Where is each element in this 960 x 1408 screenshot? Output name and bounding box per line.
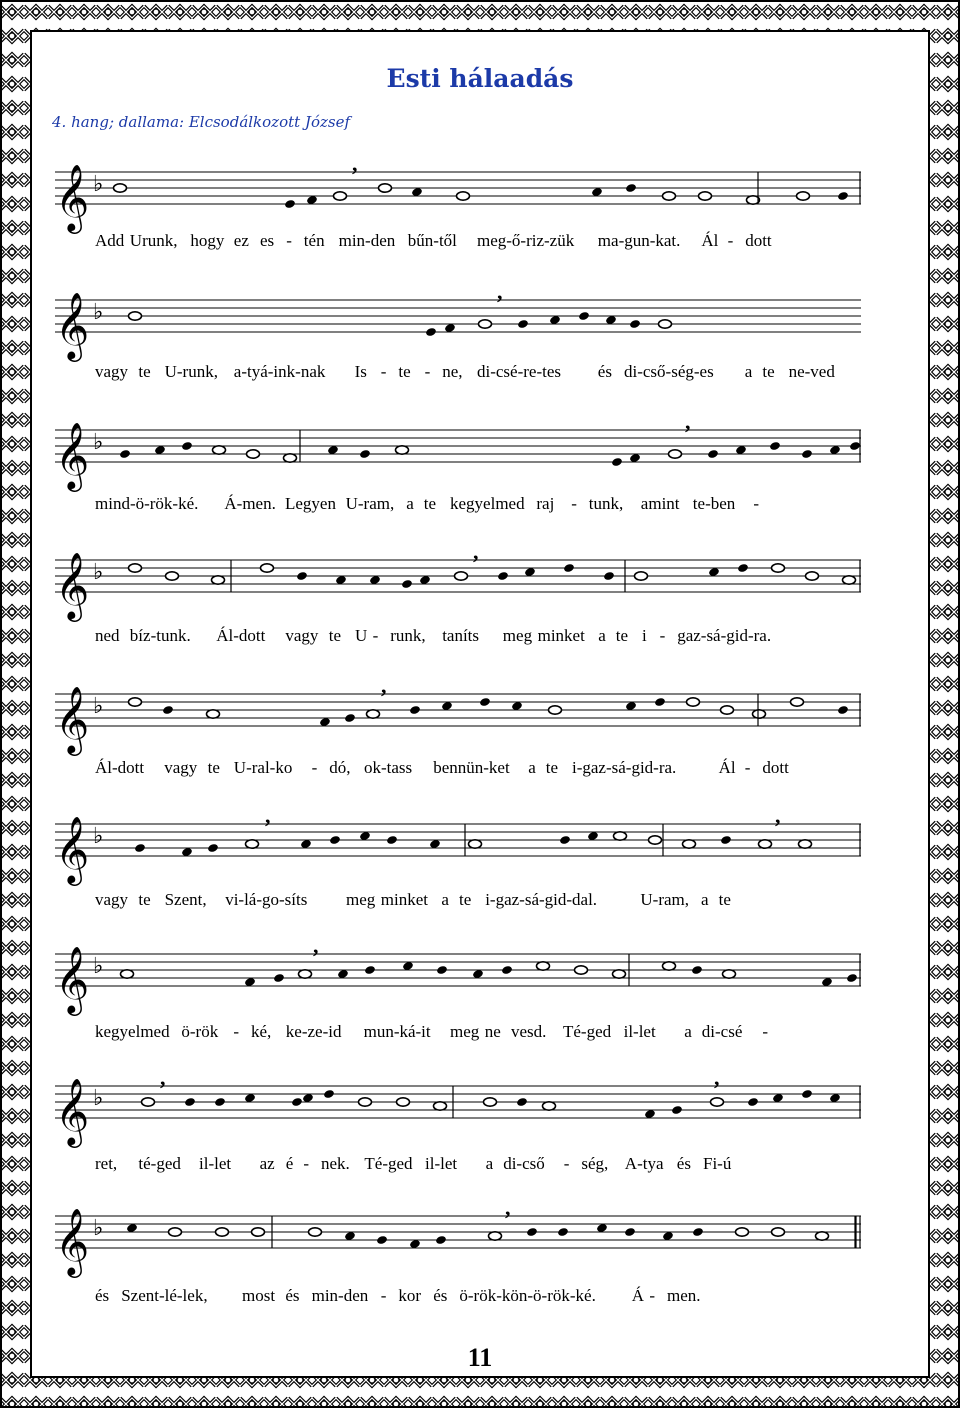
note-head (720, 835, 732, 845)
note-head (526, 1227, 538, 1237)
note-head (791, 698, 804, 706)
note-head (501, 965, 513, 975)
lyric-syllable: - (311, 758, 318, 777)
lyric-syllable: a (598, 626, 606, 645)
lyric-syllable: ez (233, 231, 249, 250)
lyric-syllable: - (753, 494, 760, 513)
lyric-syllable: a (406, 494, 414, 513)
lyric-syllable: vi-lá-go-síts (225, 890, 308, 909)
note-head (549, 706, 562, 714)
lyric-syllable: vagy (164, 758, 198, 777)
note-head (479, 320, 492, 328)
note-head (284, 199, 296, 209)
note-head (654, 697, 666, 707)
lyric-syllable: Ál-dott (216, 626, 266, 645)
key-signature-flat-icon: ♭ (93, 560, 104, 585)
note-head (299, 970, 312, 978)
note-head (364, 965, 376, 975)
treble-clef-icon: 𝄞 (55, 551, 90, 619)
note-head (469, 840, 482, 848)
lyric-syllable: Is (354, 362, 367, 381)
note-head (543, 1102, 556, 1110)
lyric-syllable: te (138, 890, 151, 909)
note-head (114, 184, 127, 192)
breath-mark-icon: , (505, 1204, 511, 1220)
note-head (401, 579, 413, 589)
note-head (557, 1227, 569, 1237)
lyric-syllable: bennün-ket (433, 758, 510, 777)
lyric-syllable: Ál (701, 231, 719, 250)
key-signature-flat-icon: ♭ (93, 694, 104, 719)
note-head (121, 970, 134, 978)
note-head (753, 710, 766, 718)
note-head (434, 1102, 447, 1110)
lyric-syllable: és (433, 1286, 448, 1305)
lyrics-line (55, 1154, 865, 1176)
lyric-syllable: a (485, 1154, 494, 1173)
note-head (247, 450, 260, 458)
note-head (559, 835, 571, 845)
note-head (484, 1098, 497, 1106)
lyric-syllable: meg (346, 890, 376, 909)
note-head (329, 835, 341, 845)
note-head (669, 450, 682, 458)
lyrics-line (55, 1022, 865, 1044)
lyrics-line (55, 494, 865, 516)
lyric-syllable: U-ram, (640, 890, 690, 909)
lyric-syllable: az (259, 1154, 275, 1173)
note-head (687, 698, 700, 706)
note-head (799, 840, 812, 848)
lyric-syllable: é (285, 1154, 294, 1173)
lyric-syllable: - (563, 1154, 570, 1173)
breath-mark-icon: , (473, 548, 479, 564)
note-head (397, 1098, 410, 1106)
lyric-syllable: min-den (338, 231, 396, 250)
note-head (692, 1227, 704, 1237)
note-head (516, 1097, 528, 1107)
note-head (806, 572, 819, 580)
key-signature-flat-icon: ♭ (93, 824, 104, 849)
note-head (309, 1228, 322, 1236)
music-system-6 (55, 812, 865, 912)
lyric-syllable: il-let (199, 1154, 232, 1173)
note-head (396, 446, 409, 454)
note-head (435, 1235, 447, 1245)
note-head (671, 1105, 683, 1115)
note-head (846, 973, 858, 983)
note-head (613, 970, 626, 978)
lyric-syllable: a (744, 362, 753, 381)
lyric-syllable: dott (762, 758, 789, 777)
note-head (162, 705, 174, 715)
lyric-syllable: U-runk, (164, 362, 218, 381)
treble-clef-icon: 𝄞 (55, 1207, 90, 1275)
lyric-syllable: te (762, 362, 775, 381)
note-head (296, 571, 308, 581)
key-signature-flat-icon: ♭ (93, 430, 104, 455)
note-head (797, 192, 810, 200)
note-head (837, 191, 849, 201)
lyric-syllable: te (718, 890, 731, 909)
lyric-syllable: min-den (311, 1286, 369, 1305)
note-head (772, 564, 785, 572)
note-head (129, 698, 142, 706)
note-head (169, 1228, 182, 1236)
lyric-syllable: és (597, 362, 612, 381)
key-signature-flat-icon: ♭ (93, 1086, 104, 1111)
note-head (816, 1232, 829, 1240)
lyric-syllable: te (398, 362, 411, 381)
note-head (261, 564, 274, 572)
note-head (181, 441, 193, 451)
lyric-syllable: ke-ze-id (285, 1022, 342, 1041)
treble-clef-icon: 𝄞 (55, 945, 90, 1013)
lyric-syllable: és (676, 1154, 691, 1173)
page-title: Esti hálaadás (386, 64, 574, 93)
lyric-syllable: te (545, 758, 559, 777)
lyric-syllable: minket (537, 626, 585, 645)
treble-clef-icon: 𝄞 (55, 291, 90, 359)
lyric-syllable: runk, (390, 626, 426, 645)
lyric-syllable: vagy (95, 362, 129, 381)
lyric-syllable: te-ben (692, 494, 736, 513)
lyric-syllable: tunk, (588, 494, 624, 513)
lyric-syllable: Té-ged (563, 1022, 612, 1041)
note-head (723, 970, 736, 978)
music-system-9 (55, 1204, 865, 1304)
lyric-syllable: a (441, 890, 449, 909)
note-head (425, 327, 437, 337)
lyric-syllable: amint (640, 494, 680, 513)
lyric-syllable: ne (484, 1022, 501, 1041)
lyric-syllable: mun-ká-it (363, 1022, 431, 1041)
note-head (367, 710, 380, 718)
lyric-syllable: te (459, 890, 472, 909)
lyric-syllable: Urunk, (129, 231, 178, 250)
lyric-syllable: i (642, 626, 647, 645)
lyric-syllable: di-cső-ség-es (624, 362, 714, 381)
note-head (736, 1228, 749, 1236)
note-head (759, 840, 772, 848)
lyric-syllable: ö-rök (181, 1022, 219, 1041)
note-head (711, 1098, 724, 1106)
lyric-syllable: di-cső (503, 1154, 545, 1173)
note-head (801, 1089, 813, 1099)
lyric-syllable: - (571, 494, 577, 513)
lyric-syllable: il-let (425, 1154, 458, 1173)
lyric-syllable: nek. (321, 1154, 350, 1173)
lyric-syllable: Fi-ú (703, 1154, 732, 1173)
lyric-syllable: a (684, 1022, 692, 1041)
note-head (216, 1228, 229, 1236)
lyric-syllable: - (372, 626, 379, 645)
music-system-7 (55, 942, 865, 1042)
note-head (129, 312, 142, 320)
lyric-syllable: - (744, 758, 751, 777)
note-head (436, 965, 448, 975)
note-head (184, 1097, 196, 1107)
lyric-syllable: vagy (285, 626, 319, 645)
lyric-syllable: minket (380, 890, 429, 909)
lyric-syllable: dó, (329, 758, 351, 777)
lyric-syllable: U (355, 626, 368, 645)
lyrics-line (55, 890, 865, 912)
note-head (635, 572, 648, 580)
lyric-syllable: Add (95, 231, 125, 250)
lyric-syllable: bűn-től (407, 231, 457, 250)
note-head (699, 192, 712, 200)
lyric-syllable: Té-ged (364, 1154, 413, 1173)
note-head (212, 576, 225, 584)
note-head (659, 320, 672, 328)
lyric-syllable: meg-ő-riz-zük (477, 231, 575, 250)
lyric-syllable: ne, (442, 362, 463, 381)
music-system-3 (55, 418, 865, 518)
melody-info: 4. hang; dallama: Elcsodálkozott József (52, 113, 351, 131)
note-head (455, 572, 468, 580)
lyric-syllable: - (380, 362, 387, 381)
lyric-syllable: i-gaz-sá-gid-ra. (572, 758, 677, 777)
lyric-syllable: - (727, 231, 734, 250)
note-head (683, 840, 696, 848)
lyric-syllable: Legyen (285, 494, 336, 513)
note-head (578, 311, 590, 321)
note-head (497, 571, 509, 581)
breath-mark-icon: , (265, 812, 271, 828)
music-system-2 (55, 288, 865, 388)
note-head (691, 965, 703, 975)
lyric-syllable: kor (398, 1286, 422, 1305)
lyric-syllable: most (242, 1286, 276, 1305)
lyric-syllable: mind-ö-rök-ké. (95, 494, 199, 513)
note-head (134, 843, 146, 853)
note-head (629, 319, 641, 329)
lyric-syllable: raj (536, 494, 555, 513)
lyrics-line (55, 362, 865, 384)
breath-mark-icon: , (775, 812, 781, 828)
lyrics-line (55, 626, 865, 648)
lyric-syllable: - (659, 626, 666, 645)
treble-clef-icon: 𝄞 (55, 685, 90, 753)
lyric-syllable: ok-tass (364, 758, 413, 777)
lyric-syllable: tén (303, 231, 325, 250)
lyric-syllable: ne-ved (788, 362, 835, 381)
lyric-syllable: bíz-tunk. (129, 626, 191, 645)
note-head (575, 966, 588, 974)
lyric-syllable: dott (745, 231, 772, 250)
treble-clef-icon: 𝄞 (55, 421, 90, 489)
lyric-syllable: Á (631, 1286, 645, 1305)
lyric-syllable: - (233, 1022, 240, 1041)
lyrics-line (55, 231, 865, 253)
note-head (663, 192, 676, 200)
lyric-syllable: - (649, 1286, 656, 1305)
key-signature-flat-icon: ♭ (93, 1216, 104, 1241)
note-head (624, 1227, 636, 1237)
lyric-syllable: vesd. (511, 1022, 547, 1041)
note-head (334, 192, 347, 200)
note-head (291, 1097, 303, 1107)
lyric-syllable: U-ram, (345, 494, 395, 513)
lyric-syllable: men. (667, 1286, 701, 1305)
note-head (273, 973, 285, 983)
note-head (614, 832, 627, 840)
lyric-syllable: taníts (442, 626, 480, 645)
lyrics-line (55, 758, 865, 780)
music-system-4 (55, 548, 865, 648)
lyric-syllable: te (138, 362, 151, 381)
lyric-syllable: te (423, 494, 437, 513)
lyric-syllable: kegyelmed (95, 1022, 170, 1041)
lyric-syllable: meg (502, 626, 533, 645)
note-head (603, 571, 615, 581)
note-head (119, 449, 131, 459)
lyric-syllable: ké, (251, 1022, 272, 1041)
treble-clef-icon: 𝄞 (55, 1077, 90, 1145)
lyrics-line (55, 1286, 865, 1308)
note-head (707, 449, 719, 459)
lyric-syllable: i-gaz-sá-gid-dal. (485, 890, 598, 909)
lyric-syllable: a-tyá-ink-nak (233, 362, 326, 381)
note-head (537, 962, 550, 970)
note-head (772, 1228, 785, 1236)
note-head (246, 840, 259, 848)
note-head (747, 1097, 759, 1107)
note-head (142, 1098, 155, 1106)
lyric-syllable: hogy (190, 231, 225, 250)
note-head (849, 441, 861, 451)
note-head (457, 192, 470, 200)
note-head (213, 446, 226, 454)
note-head (611, 457, 623, 467)
lyric-syllable: te (615, 626, 629, 645)
note-head (376, 1235, 388, 1245)
note-head (721, 706, 734, 714)
treble-clef-icon: 𝄞 (55, 815, 90, 883)
note-head (517, 319, 529, 329)
lyric-syllable: kegyelmed (450, 494, 525, 513)
lyric-syllable: U-ral-ko (233, 758, 293, 777)
note-head (563, 563, 575, 573)
note-head (649, 836, 662, 844)
breath-mark-icon: , (352, 160, 358, 176)
lyric-syllable: Szent-lé-lek, (121, 1286, 208, 1305)
note-head (323, 1089, 335, 1099)
note-head (344, 713, 356, 723)
lyric-syllable: meg (450, 1022, 480, 1041)
lyric-syllable: ség, (581, 1154, 609, 1173)
lyric-syllable: ret, (95, 1154, 118, 1173)
breath-mark-icon: , (714, 1074, 720, 1090)
lyric-syllable: Szent, (164, 890, 207, 909)
lyric-syllable: Ál-dott (95, 758, 145, 777)
lyric-syllable: té-ged (138, 1154, 181, 1173)
breath-mark-icon: , (381, 682, 387, 698)
lyric-syllable: - (286, 231, 292, 250)
lyric-syllable: es (260, 231, 275, 250)
note-head (489, 1232, 502, 1240)
lyric-syllable: te (207, 758, 220, 777)
note-head (129, 564, 142, 572)
note-head (625, 183, 637, 193)
lyric-syllable: di-csé (701, 1022, 743, 1041)
lyric-syllable: ö-rök-kön-ö-rök-ké. (459, 1286, 596, 1305)
note-head (359, 449, 371, 459)
note-head (252, 1228, 265, 1236)
lyric-syllable: il-let (623, 1022, 656, 1041)
key-signature-flat-icon: ♭ (93, 172, 104, 197)
lyric-syllable: és (95, 1286, 110, 1305)
note-head (207, 710, 220, 718)
note-head (409, 705, 421, 715)
treble-clef-icon: 𝄞 (55, 163, 90, 231)
breath-mark-icon: , (160, 1074, 166, 1090)
lyric-syllable: - (380, 1286, 387, 1305)
lyric-syllable: - (303, 1154, 310, 1173)
note-head (359, 1098, 372, 1106)
note-head (284, 454, 297, 462)
music-system-8 (55, 1074, 865, 1174)
lyric-syllable: - (424, 362, 431, 381)
note-head (479, 697, 491, 707)
lyric-syllable: és (285, 1286, 300, 1305)
music-system-5 (55, 682, 865, 782)
lyric-syllable: a (528, 758, 536, 777)
note-head (386, 835, 398, 845)
key-signature-flat-icon: ♭ (93, 954, 104, 979)
lyric-syllable: - (762, 1022, 769, 1041)
breath-mark-icon: , (313, 942, 319, 958)
lyric-syllable: vagy (95, 890, 129, 909)
note-head (837, 705, 849, 715)
note-head (769, 441, 781, 451)
note-head (737, 563, 749, 573)
note-head (166, 572, 179, 580)
note-head (379, 184, 392, 192)
breath-mark-icon: , (685, 418, 691, 434)
lyric-syllable: ned (95, 626, 120, 645)
lyric-syllable: Á-men. (224, 494, 276, 513)
breath-mark-icon: , (497, 288, 503, 304)
lyric-syllable: Ál (718, 758, 736, 777)
lyric-syllable: a (701, 890, 709, 909)
music-system-1 (55, 160, 865, 260)
lyric-syllable: di-csé-re-tes (477, 362, 562, 381)
note-head (801, 449, 813, 459)
lyric-syllable: A-tya (624, 1154, 664, 1173)
lyric-syllable: ma-gun-kat. (597, 231, 681, 250)
note-head (214, 1097, 226, 1107)
note-head (843, 576, 856, 584)
note-head (207, 843, 219, 853)
note-head (663, 962, 676, 970)
lyric-syllable: gaz-sá-gid-ra. (677, 626, 772, 645)
lyric-syllable: te (328, 626, 342, 645)
key-signature-flat-icon: ♭ (93, 300, 104, 325)
page-number: 11 (467, 1343, 493, 1372)
